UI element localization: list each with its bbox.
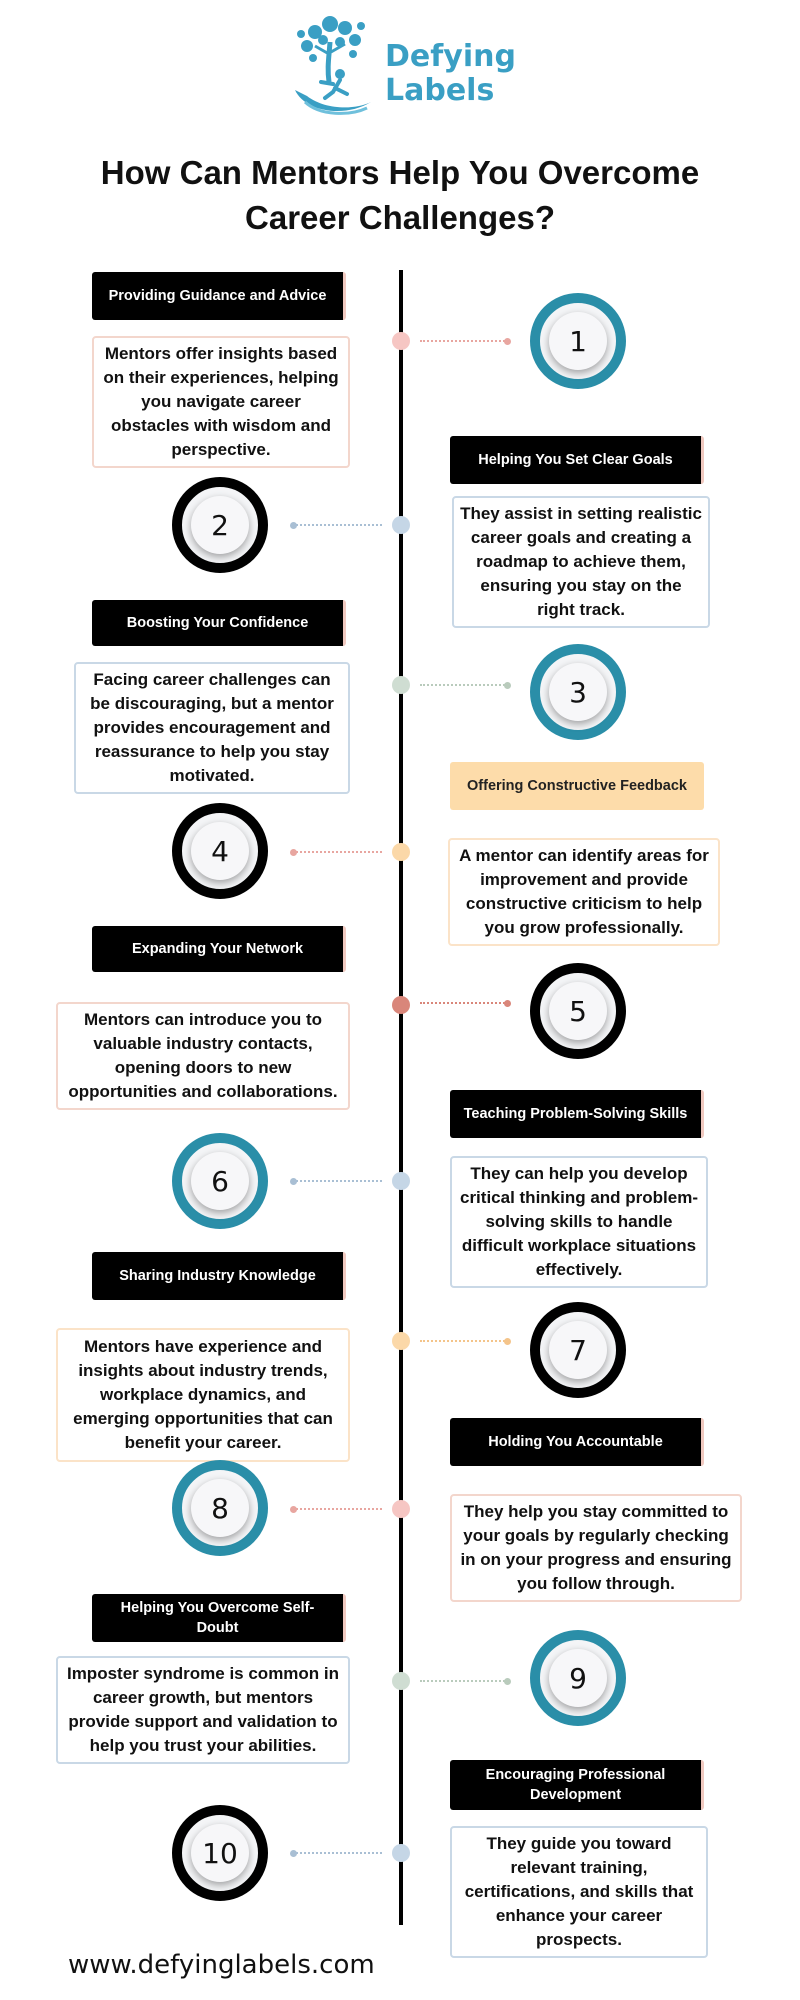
step-1-text: Mentors offer insights based on their experiences, helping you navigate career obstacles with wisdom and perspective.	[92, 336, 350, 468]
step-8-number: 8	[191, 1479, 249, 1537]
step-3-label: Boosting Your Confidence	[92, 600, 346, 646]
title-line-2: Career Challenges?	[245, 199, 555, 236]
step-2-badge	[172, 477, 268, 573]
step-7-connector-end	[504, 1338, 511, 1345]
step-9-badge	[530, 1630, 626, 1726]
website-link[interactable]: www.defyinglabels.com	[68, 1950, 375, 1980]
tree-person-icon	[285, 12, 385, 122]
step-9-node	[392, 1672, 410, 1690]
step-5-number: 5	[549, 982, 607, 1040]
step-2-text: They assist in setting realistic career goals and creating a roadmap to achieve them, ensuring you stay on the right track.	[452, 496, 710, 628]
step-9-label: Helping You Overcome Self-Doubt	[92, 1594, 346, 1642]
title-line-1: How Can Mentors Help You Overcome	[100, 154, 700, 191]
step-10-connector	[296, 1852, 382, 1854]
step-2-connector-end	[290, 522, 297, 529]
step-10-label: Encouraging Professional Development	[450, 1760, 704, 1810]
step-1-node	[392, 332, 410, 350]
step-9-number: 9	[549, 1649, 607, 1707]
step-8-connector	[296, 1508, 382, 1510]
step-7-badge	[530, 1302, 626, 1398]
step-5-connector	[420, 1002, 508, 1004]
step-4-badge	[172, 803, 268, 899]
step-7-number: 7	[549, 1321, 607, 1379]
step-3-badge	[530, 644, 626, 740]
step-6-connector-end	[290, 1178, 297, 1185]
step-5-badge	[530, 963, 626, 1059]
step-8-node	[392, 1500, 410, 1518]
step-3-text: Facing career challenges can be discouraging, but a mentor provides encouragement and reassurance to help you stay motivated.	[74, 662, 350, 794]
step-7-text: Mentors have experience and insights about industry trends, workplace dynamics, and emerging opportunities that can benefit your career.	[56, 1328, 350, 1462]
step-10-badge	[172, 1805, 268, 1901]
step-3-node	[392, 676, 410, 694]
step-3-connector-end	[504, 682, 511, 689]
step-7-node	[392, 1332, 410, 1350]
step-2-number: 2	[191, 496, 249, 554]
step-4-node	[392, 843, 410, 861]
step-6-number: 6	[191, 1152, 249, 1210]
step-9-connector-end	[504, 1678, 511, 1685]
step-8-badge	[172, 1460, 268, 1556]
step-5-connector-end	[504, 1000, 511, 1007]
step-6-label: Teaching Problem-Solving Skills	[450, 1090, 704, 1138]
step-5-label: Expanding Your Network	[92, 926, 346, 972]
step-2-label: Helping You Set Clear Goals	[450, 436, 704, 484]
step-10-connector-end	[290, 1850, 297, 1857]
step-1-number: 1	[549, 312, 607, 370]
step-7-connector	[420, 1340, 508, 1342]
step-2-connector	[296, 524, 382, 526]
step-9-text: Imposter syndrome is common in career growth, but mentors provide support and validation to help you trust your abilities.	[56, 1656, 350, 1764]
page-title	[40, 150, 760, 240]
step-7-label: Sharing Industry Knowledge	[92, 1252, 346, 1300]
step-4-connector	[296, 851, 382, 853]
logo	[285, 12, 515, 122]
step-3-connector	[420, 684, 508, 686]
step-1-label: Providing Guidance and Advice	[92, 272, 346, 320]
step-1-connector-end	[504, 338, 511, 345]
step-3-number: 3	[549, 663, 607, 721]
step-5-text: Mentors can introduce you to valuable industry contacts, opening doors to new opportunities and collaborations.	[56, 1002, 350, 1110]
step-8-connector-end	[290, 1506, 297, 1513]
step-4-number: 4	[191, 822, 249, 880]
step-8-label: Holding You Accountable	[450, 1418, 704, 1466]
step-4-label: Offering Constructive Feedback	[450, 762, 704, 810]
step-1-badge	[530, 293, 626, 389]
step-1-connector	[420, 340, 508, 342]
step-10-node	[392, 1844, 410, 1862]
step-10-text: They guide you toward relevant training, certifications, and skills that enhance your career prospects.	[450, 1826, 708, 1958]
step-10-number: 10	[191, 1824, 249, 1882]
step-4-text: A mentor can identify areas for improvement and provide constructive criticism to help you grow professionally.	[448, 838, 720, 946]
brand-line-1: Defying	[385, 39, 516, 74]
step-6-connector	[296, 1180, 382, 1182]
step-2-node	[392, 516, 410, 534]
step-8-text: They help you stay committed to your goals by regularly checking in on your progress and ensuring you follow through.	[450, 1494, 742, 1602]
step-9-connector	[420, 1680, 508, 1682]
step-6-node	[392, 1172, 410, 1190]
step-5-node	[392, 996, 410, 1014]
step-6-badge	[172, 1133, 268, 1229]
step-6-text: They can help you develop critical thinking and problem-solving skills to handle difficult workplace situations effectively.	[450, 1156, 708, 1288]
brand-line-2: Labels	[385, 73, 495, 108]
step-4-connector-end	[290, 849, 297, 856]
